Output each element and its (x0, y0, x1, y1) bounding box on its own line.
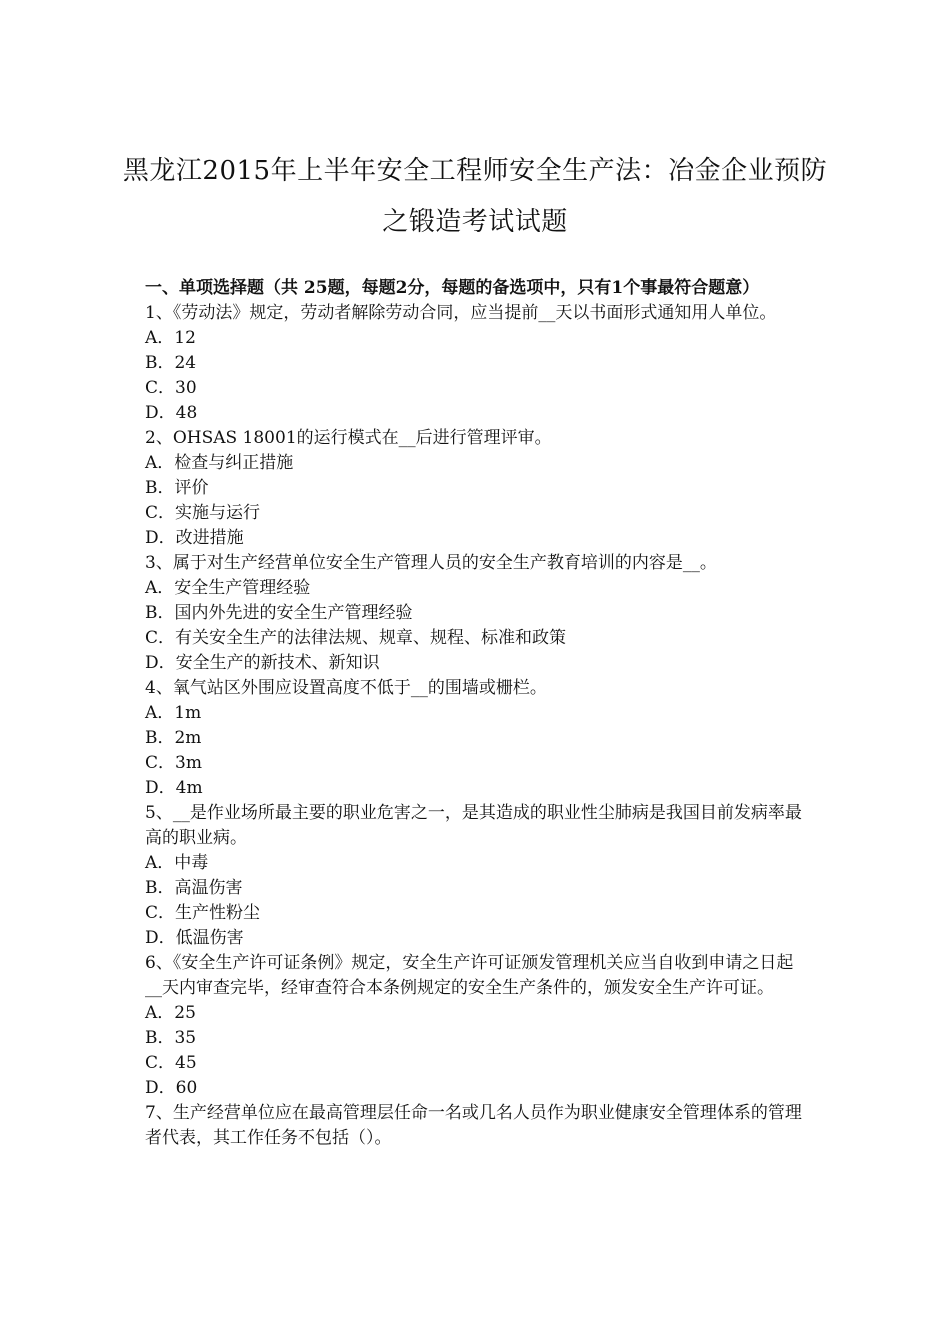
option-a: A．检查与纠正措施 (145, 453, 294, 473)
option-a: A．12 (145, 328, 196, 348)
question-1 (145, 301, 810, 426)
question-text: 2、OHSAS 18001的运行模式在__后进行管理评审。 (145, 428, 552, 448)
option-b: B．24 (145, 353, 197, 373)
option-c: C．45 (145, 1053, 197, 1073)
question-6 (145, 951, 810, 1101)
option-b: B．评价 (145, 478, 209, 498)
option-d: D．60 (145, 1078, 198, 1098)
option-b: B．2m (145, 728, 202, 748)
question-4 (145, 676, 810, 801)
question-5 (145, 801, 810, 951)
question-text: 3、属于对生产经营单位安全生产管理人员的安全生产教育培训的内容是__。 (145, 553, 717, 573)
document-title: 黑龙江2015年上半年安全工程师安全生产法：冶金企业预防之锻造考试试题 (122, 156, 828, 237)
question-text: 6、《安全生产许可证条例》规定，安全生产许可证颁发管理机关应当自收到申请之日起__天内审查完毕，经审查符合本条例规定的安全生产条件的，颁发安全生产许可证。 (145, 953, 794, 998)
document-content (145, 276, 810, 1151)
option-d: D．4m (145, 778, 203, 798)
option-c: C．生产性粉尘 (145, 903, 261, 923)
option-a: A．1m (145, 703, 202, 723)
option-c: C．有关安全生产的法律法规、规章、规程、标准和政策 (145, 628, 567, 648)
option-c: C．3m (145, 753, 202, 773)
option-b: B．国内外先进的安全生产管理经验 (145, 603, 413, 623)
option-c: C．30 (145, 378, 197, 398)
option-a: A．中毒 (145, 853, 209, 873)
question-7 (145, 1101, 810, 1151)
option-d: D．改进措施 (145, 528, 244, 548)
option-a: A．25 (145, 1003, 196, 1023)
question-2 (145, 426, 810, 551)
question-3 (145, 551, 810, 676)
section-heading: 一、单项选择题（共 25题，每题2分，每题的备选项中，只有1个事最符合题意） (145, 278, 760, 298)
question-text: 5、__是作业场所最主要的职业危害之一，是其造成的职业性尘肺病是我国目前发病率最高的职业病。 (145, 803, 802, 848)
option-c: C．实施与运行 (145, 503, 261, 523)
question-text: 7、生产经营单位应在最高管理层任命一名或几名人员作为职业健康安全管理体系的管理者代表，其工作任务不包括（）。 (145, 1103, 802, 1148)
question-text: 1、《劳动法》规定，劳动者解除劳动合同，应当提前__天以书面形式通知用人单位。 (145, 303, 777, 323)
question-text: 4、氧气站区外围应设置高度不低于__的围墙或栅栏。 (145, 678, 547, 698)
option-b: B．35 (145, 1028, 197, 1048)
option-d: D．安全生产的新技术、新知识 (145, 653, 380, 673)
option-d: D．低温伤害 (145, 928, 244, 948)
option-b: B．高温伤害 (145, 878, 243, 898)
option-d: D．48 (145, 403, 198, 423)
option-a: A．安全生产管理经验 (145, 578, 311, 598)
